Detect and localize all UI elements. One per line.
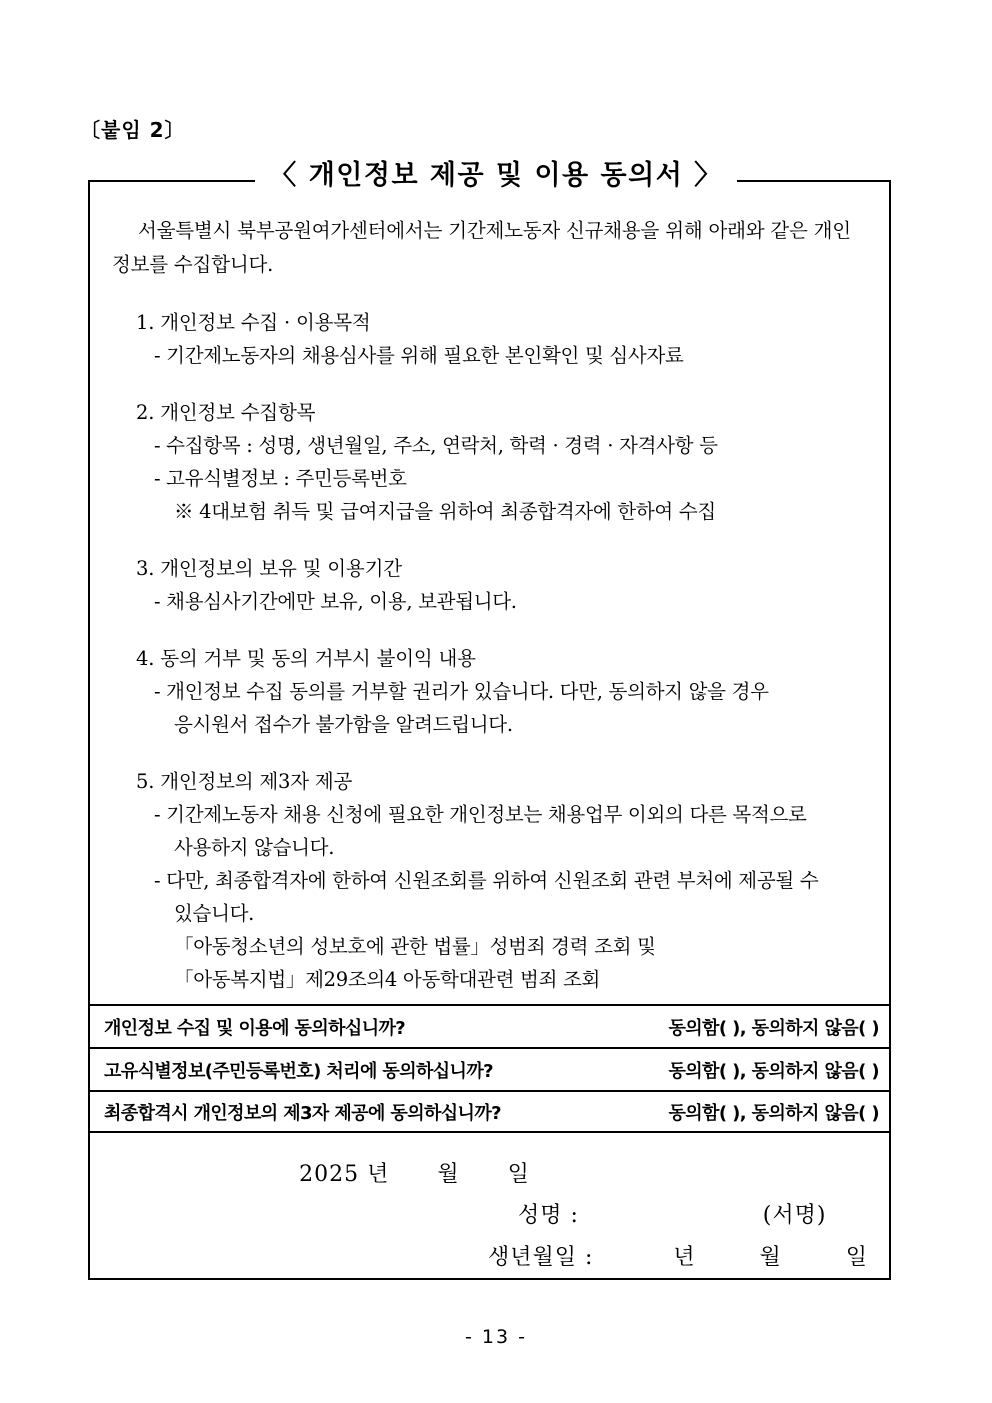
section-2-note: ※ 4대보험 취득 및 급여지급을 위하여 최종합격자에 한하여 수집: [174, 500, 716, 523]
section-5-line-2: 사용하지 않습니다.: [174, 836, 335, 859]
section-5: [112, 765, 867, 996]
section-2-line-1: - 수집항목 : 성명, 생년월일, 주소, 연락처, 학력 · 경력 · 자격사항 등: [154, 434, 718, 457]
section-4-heading: 4. 동의 거부 및 동의 거부시 불이익 내용: [136, 647, 476, 670]
attachment-label: 〔붙임 2〕: [80, 118, 186, 142]
section-1: [112, 306, 867, 372]
section-1-heading: 1. 개인정보 수집 · 이용목적: [136, 311, 371, 334]
section-4-line-2: 응시원서 접수가 불가함을 알려드립니다.: [174, 713, 513, 736]
section-2-heading: 2. 개인정보 수집항목: [136, 401, 316, 424]
document-body: [88, 180, 891, 996]
signature-name-line[interactable]: 성명 : (서명): [518, 1203, 827, 1228]
intro-paragraph: 서울특별시 북부공원여가센터에서는 기간제노동자 신규채용을 위해 아래와 같은 개인정보를 수집합니다.: [112, 219, 851, 276]
section-4-line-1: - 개인정보 수집 동의를 거부할 권리가 있습니다. 다만, 동의하지 않을 경우: [154, 680, 769, 703]
section-5-law-1: 「아동청소년의 성보호에 관한 법률」성범죄 경력 조회 및: [174, 935, 656, 958]
consent-table: [88, 1004, 891, 1133]
consent-row-third-party[interactable]: [88, 1090, 891, 1133]
page-title-text: 〈 개인정보 제공 및 이용 동의서 〉: [255, 153, 736, 192]
section-5-line-1: - 기간제노동자 채용 신청에 필요한 개인정보는 채용업무 이외의 다른 목적으로: [154, 803, 807, 826]
section-5-heading: 5. 개인정보의 제3자 제공: [136, 770, 353, 793]
section-3: [112, 552, 867, 618]
consent-question-3: 최종합격시 개인정보의 제3자 제공에 동의하십니까?: [104, 1102, 501, 1124]
consent-options-1[interactable]: 동의함( ), 동의하지 않음( ): [668, 1017, 879, 1039]
consent-question-1: 개인정보 수집 및 이용에 동의하십니까?: [104, 1017, 406, 1039]
section-4: [112, 642, 867, 741]
section-1-line-1: - 기간제노동자의 채용심사를 위해 필요한 본인확인 및 심사자료: [154, 344, 684, 367]
consent-question-2: 고유식별정보(주민등록번호) 처리에 동의하십니까?: [104, 1060, 493, 1082]
signature-block: [88, 1133, 891, 1280]
section-3-line-1: - 채용심사기간에만 보유, 이용, 보관됩니다.: [154, 590, 517, 613]
consent-options-2[interactable]: 동의함( ), 동의하지 않음( ): [668, 1060, 879, 1082]
consent-options-3[interactable]: 동의함( ), 동의하지 않음( ): [668, 1102, 879, 1124]
section-3-heading: 3. 개인정보의 보유 및 이용기간: [136, 557, 402, 580]
consent-row-unique-id[interactable]: [88, 1047, 891, 1090]
consent-row-collection-use[interactable]: [88, 1004, 891, 1047]
section-5-law-2: 「아동복지법」제29조의4 아동학대관련 범죄 조회: [174, 968, 601, 991]
section-5-line-3: - 다만, 최종합격자에 한하여 신원조회를 위하여 신원조회 관련 부처에 제공될 수: [154, 869, 819, 892]
section-2: [112, 396, 867, 528]
section-5-line-4: 있습니다.: [174, 902, 255, 925]
page-number-footer: - 13 -: [465, 1326, 527, 1348]
signature-date-line[interactable]: 2025 년 월 일: [299, 1162, 530, 1187]
signature-birthdate-line[interactable]: 생년월일 : 년 월 일: [488, 1245, 868, 1270]
section-2-line-2: - 고유식별정보 : 주민등록번호: [154, 467, 407, 490]
